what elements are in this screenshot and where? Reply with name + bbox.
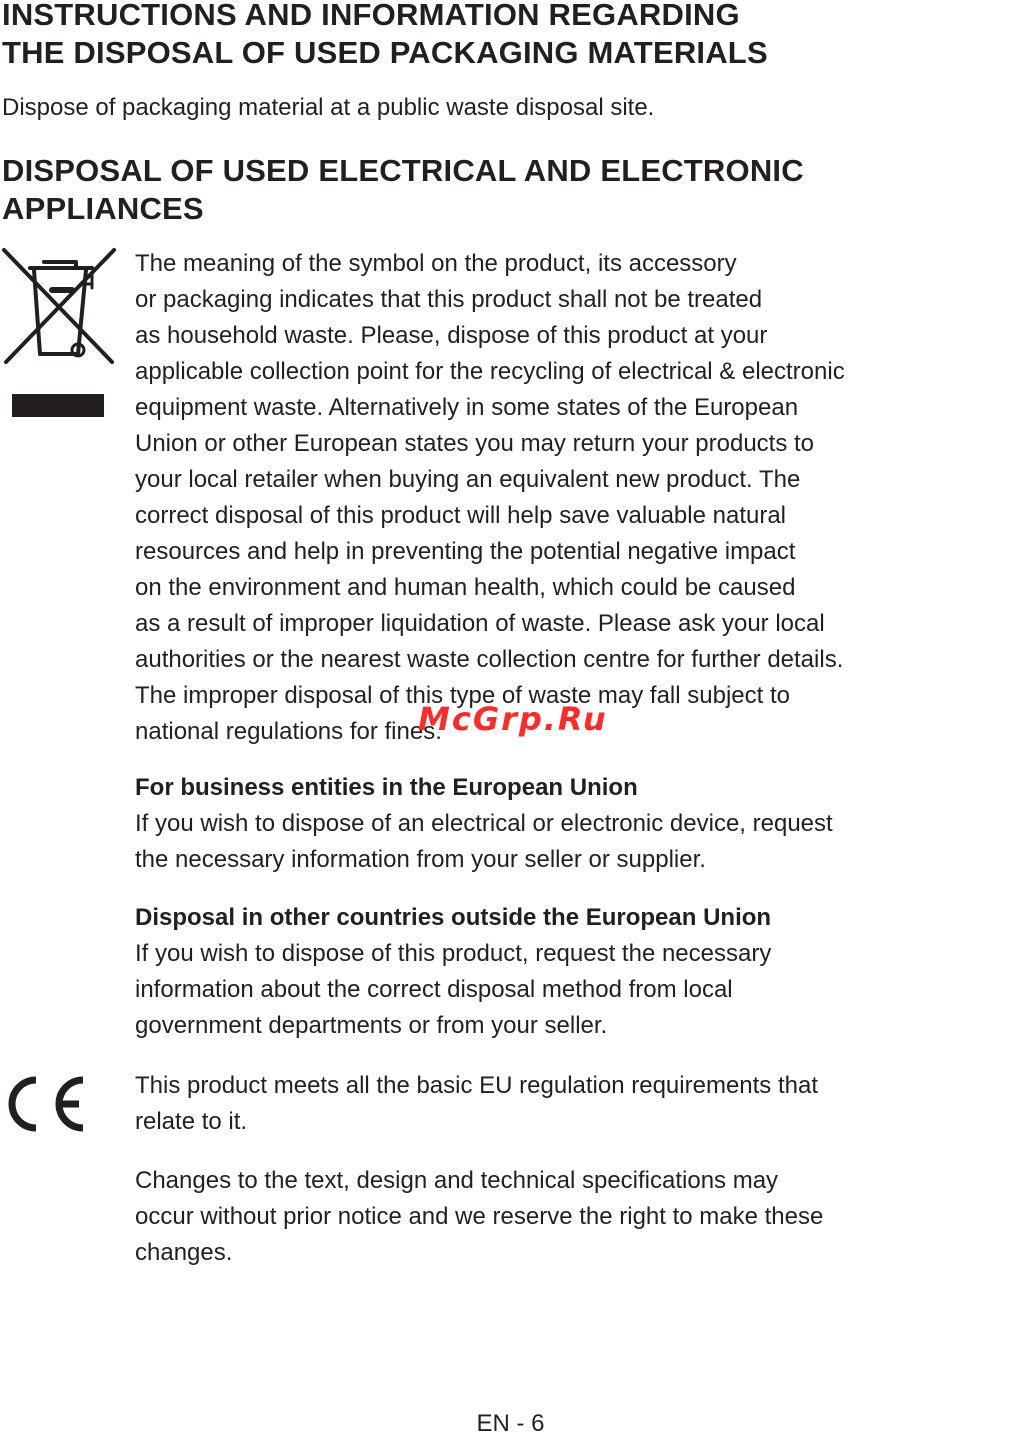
heading-line: INSTRUCTIONS AND INFORMATION REGARDING [2,0,740,32]
text-line: relate to it. [135,1108,248,1135]
eu-business-section [135,770,1019,878]
text-line: government departments or from your seller. [135,1012,608,1039]
text-line: resources and help in preventing the potential negative impact [135,538,796,565]
heading-line: THE DISPOSAL OF USED PACKAGING MATERIALS [2,35,768,70]
text-line: information about the correct disposal method from local [135,976,733,1003]
packaging-disposal-heading [2,0,1002,72]
text-line: correct disposal of this product will help save valuable natural [135,502,787,529]
text-line: Union or other European states you may return your products to [135,430,815,457]
page-number: EN - 6 [476,1410,545,1437]
packaging-disposal-text: Dispose of packaging material at a public waste disposal site. [2,94,655,121]
outside-eu-section [135,900,1019,1044]
changes-notice [135,1163,1019,1271]
weee-disposal-heading [2,152,1002,228]
text-line: If you wish to dispose of an electrical or electronic device, request [135,810,833,837]
crossed-out-wheelie-bin-icon [0,246,120,421]
text-line: The meaning of the symbol on the product, its accessory [135,250,737,277]
text-line: applicable collection point for the recycling of electrical & electronic [135,358,845,385]
ce-compliance-text [135,1068,1019,1140]
text-line: the necessary information from your seller or supplier. [135,846,706,873]
text-line: equipment waste. Alternatively in some states of the European [135,394,799,421]
text-line: This product meets all the basic EU regulation requirements that [135,1072,819,1099]
text-line: The improper disposal of this type of waste may fall subject to [135,682,790,709]
text-line: authorities or the nearest waste collection centre for further details. [135,646,844,673]
text-line: as household waste. Please, dispose of this product at your [135,322,768,349]
text-line: on the environment and human health, which could be caused [135,574,796,601]
watermark: McGrp.Ru [418,700,608,738]
text-line: changes. [135,1239,233,1266]
text-line: If you wish to dispose of this product, request the necessary [135,940,772,967]
text-line: occur without prior notice and we reserve the right to make these [135,1203,824,1230]
ce-mark-icon [3,1072,89,1136]
text-line: or packaging indicates that this product shall not be treated [135,286,763,313]
text-line: Changes to the text, design and technical specifications may [135,1167,779,1194]
weee-paragraph [135,246,1019,750]
text-line: as a result of improper liquidation of waste. Please ask your local [135,610,825,637]
heading-line: DISPOSAL OF USED ELECTRICAL AND ELECTRONIC [2,153,804,188]
eu-business-heading: For business entities in the European Union [135,774,638,801]
heading-line: APPLIANCES [2,191,204,226]
text-line: your local retailer when buying an equivalent new product. The [135,466,801,493]
text-line: national regulations for fines. [135,718,442,745]
outside-eu-heading: Disposal in other countries outside the European Union [135,904,772,931]
